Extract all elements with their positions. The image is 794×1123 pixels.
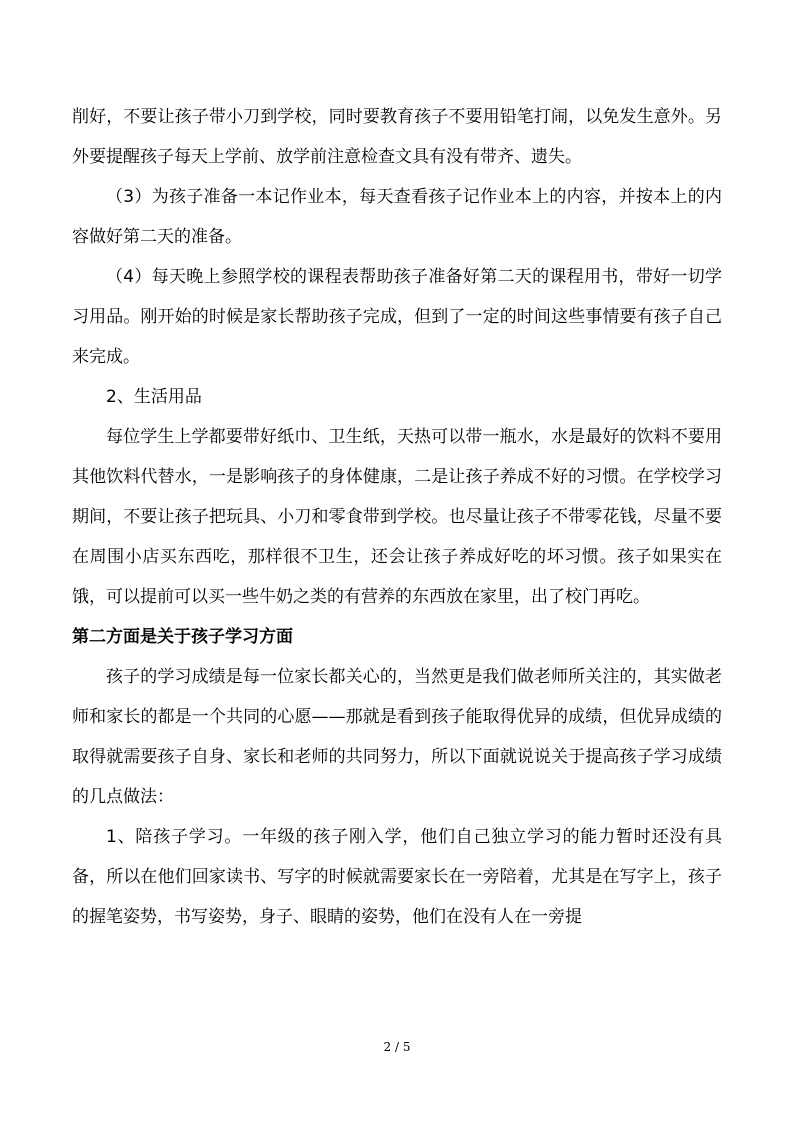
paragraph-continuation: 削好，不要让孩子带小刀到学校，同时要教育孩子不要用铅笔打闹，以免发生意外。另外要提醒孩子每天上学前、放学前注意检查文具有没有带齐、遗失。 bbox=[72, 107, 722, 167]
section-heading-study: 第二方面是关于孩子学习方面 bbox=[72, 627, 293, 647]
document-body bbox=[72, 97, 722, 937]
paragraph-daily-items: 每位学生上学都要带好纸巾、卫生纸，天热可以带一瓶水，水是最好的饮料不要用其他饮料代替水，一是影响孩子的身体健康，二是让孩子养成不好的习惯。在学校学习期间，不要让孩子把玩具、小刀和零食带到学校。也尽量让孩子不带零花钱，尽量不要在周围小店买东西吃，那样很不卫生，还会让孩子养成好吃的坏习惯。孩子如果实在饿，可以提前可以买一些牛奶之类的有营养的东西放在家里，出了校门再吃。 bbox=[72, 427, 722, 607]
section-subheading-daily-items: 2、生活用品 bbox=[106, 387, 202, 407]
page-number: 2 / 5 bbox=[383, 1040, 411, 1054]
paragraph-item-3: （3）为孩子准备一本记作业本，每天查看孩子记作业本上的内容，并按本上的内容做好第二天的准备。 bbox=[72, 187, 722, 247]
paragraph-study-intro: 孩子的学习成绩是每一位家长都关心的，当然更是我们做老师所关注的，其实做老师和家长的都是一个共同的心愿——那就是看到孩子能取得优异的成绩，但优异成绩的取得就需要孩子自身、家长和老师的共同努力，所以下面就说说关于提高孩子学习成绩的几点做法： bbox=[72, 667, 722, 807]
paragraph-item-4: （4）每天晚上参照学校的课程表帮助孩子准备好第二天的课程用书，带好一切学习用品。刚开始的时候是家长帮助孩子完成，但到了一定的时间这些事情要有孩子自己来完成。 bbox=[72, 267, 722, 367]
paragraph-accompany-study: 1、陪孩子学习。一年级的孩子刚入学，他们自己独立学习的能力暂时还没有具备，所以在他们回家读书、写字的时候就需要家长在一旁陪着，尤其是在写字上，孩子的握笔姿势，书写姿势，身子、眼睛的姿势，他们在没有人在一旁提 bbox=[72, 827, 722, 927]
